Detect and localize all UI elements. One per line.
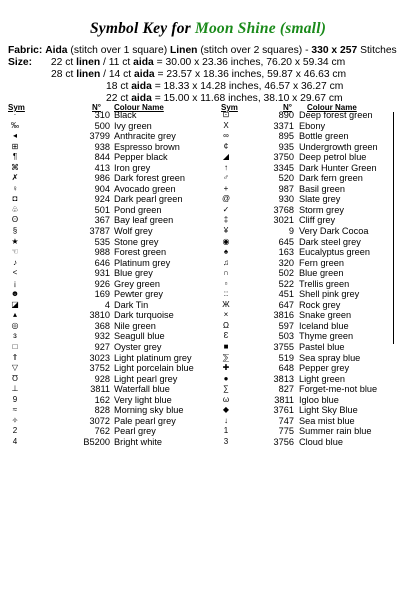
symbol-icon: Ɛ bbox=[223, 331, 229, 341]
colour-name: Bay leaf green bbox=[114, 215, 174, 226]
floss-number: 502 bbox=[278, 268, 294, 279]
symbol-icon: ♠ bbox=[223, 247, 229, 257]
colour-name: Pepper grey bbox=[299, 363, 350, 374]
colour-name: Blue green bbox=[299, 268, 344, 279]
colour-name: Bottle green bbox=[299, 131, 349, 142]
symbol-icon: 3 bbox=[223, 436, 229, 446]
symbol-icon: ◪ bbox=[11, 299, 19, 309]
colour-name: Iceland blue bbox=[299, 320, 349, 331]
header-name: Colour Name bbox=[114, 103, 164, 112]
size-mid: 22 ct bbox=[106, 93, 129, 104]
header-sym: Sym bbox=[8, 103, 25, 112]
legend-row bbox=[8, 395, 208, 406]
fabric-stitches-label: Stitches bbox=[360, 45, 397, 56]
symbol-icon: Ж bbox=[222, 299, 230, 309]
legend-row bbox=[8, 215, 208, 226]
floss-number: 762 bbox=[94, 426, 110, 437]
legend-row bbox=[8, 226, 208, 237]
legend-row bbox=[207, 184, 407, 195]
legend-row bbox=[8, 437, 208, 448]
floss-number: 3768 bbox=[273, 204, 294, 215]
floss-number: 986 bbox=[94, 173, 110, 184]
symbol-icon: ◘ bbox=[12, 194, 18, 204]
colour-name: Dark pearl green bbox=[114, 194, 183, 205]
floss-number: 320 bbox=[278, 257, 294, 268]
legend-row bbox=[8, 110, 208, 121]
symbol-icon: ▽ bbox=[11, 363, 19, 373]
symbol-icon: ω bbox=[222, 394, 230, 404]
colour-name: Summer rain blue bbox=[299, 426, 372, 437]
size-mid: 18 ct bbox=[106, 81, 129, 92]
legend-row bbox=[8, 268, 208, 279]
size-fabric-aida: aida bbox=[131, 81, 152, 92]
symbol-icon: 2 bbox=[12, 426, 18, 436]
colour-name: Fern green bbox=[299, 257, 344, 268]
floss-number: 163 bbox=[278, 247, 294, 258]
legend-row bbox=[207, 247, 407, 258]
legend-row bbox=[8, 121, 208, 132]
colour-name: Thyme green bbox=[299, 331, 354, 342]
floss-number: 931 bbox=[94, 268, 110, 279]
floss-number: 367 bbox=[94, 215, 110, 226]
symbol-icon: ⊞ bbox=[11, 141, 19, 151]
colour-name: Black bbox=[114, 110, 137, 120]
floss-number: 310 bbox=[94, 110, 110, 120]
floss-number: 503 bbox=[278, 331, 294, 342]
floss-number: 928 bbox=[94, 373, 110, 384]
legend-row bbox=[207, 437, 407, 448]
legend-row bbox=[207, 426, 407, 437]
colour-name: Pewter grey bbox=[114, 289, 164, 300]
colour-name: Platinum grey bbox=[114, 257, 171, 268]
legend-row bbox=[207, 215, 407, 226]
size-fabric-aida: aida bbox=[131, 93, 152, 104]
legend-row bbox=[8, 289, 208, 300]
symbol-icon: ♀ bbox=[12, 183, 18, 193]
legend-row bbox=[8, 363, 208, 374]
colour-name: Very Dark Cocoa bbox=[299, 226, 369, 237]
floss-number: 535 bbox=[94, 236, 110, 247]
legend-row bbox=[8, 405, 208, 416]
floss-number: 648 bbox=[278, 363, 294, 374]
symbol-icon: ∩ bbox=[223, 268, 229, 278]
size-fabric-linen: linen bbox=[76, 57, 101, 68]
symbol-icon: ■ bbox=[223, 342, 229, 352]
legend-row bbox=[8, 247, 208, 258]
colour-name: Espresso brown bbox=[114, 141, 180, 152]
floss-number: 413 bbox=[94, 162, 110, 173]
legend-row bbox=[207, 353, 407, 364]
colour-name: Deep forest green bbox=[299, 110, 373, 120]
floss-number: 3816 bbox=[273, 310, 294, 321]
floss-number: 3371 bbox=[273, 120, 294, 131]
legend-column-right bbox=[207, 110, 407, 448]
floss-number: 4 bbox=[104, 299, 110, 310]
floss-number: 890 bbox=[278, 110, 294, 120]
floss-number: 987 bbox=[278, 183, 294, 194]
floss-number: 3021 bbox=[273, 215, 294, 226]
symbol-icon: + bbox=[223, 183, 229, 193]
colour-name: Grey green bbox=[114, 278, 160, 289]
colour-name: Light platinum grey bbox=[114, 352, 192, 363]
legend-row bbox=[8, 237, 208, 248]
colour-name: Dark Tin bbox=[114, 299, 149, 310]
symbol-icon: ¶ bbox=[12, 152, 18, 162]
symbol-icon: ◆ bbox=[222, 405, 230, 415]
floss-number: 827 bbox=[278, 384, 294, 395]
legend-row bbox=[207, 395, 407, 406]
legend-row bbox=[8, 142, 208, 153]
symbol-icon: ♫ bbox=[223, 257, 229, 267]
legend-row bbox=[207, 121, 407, 132]
size-dims: = 15.00 x 11.68 inches, 38.10 x 29.67 cm bbox=[154, 93, 343, 104]
symbol-icon: ¡ bbox=[13, 278, 17, 288]
legend-row bbox=[207, 258, 407, 269]
colour-name: Light pearl grey bbox=[114, 373, 178, 384]
legend-row bbox=[8, 416, 208, 427]
size-fabric-linen: linen bbox=[76, 69, 101, 80]
size-fabric-aida: aida bbox=[133, 57, 154, 68]
legend-row bbox=[8, 205, 208, 216]
symbol-icon: ⅀ bbox=[222, 352, 230, 362]
symbol-icon: 9 bbox=[12, 394, 18, 404]
legend-row bbox=[8, 426, 208, 437]
colour-name: Shell pink grey bbox=[299, 289, 360, 300]
floss-number: 828 bbox=[94, 405, 110, 416]
floss-number: 520 bbox=[278, 173, 294, 184]
symbol-icon: ★ bbox=[11, 236, 19, 246]
symbol-icon: ✓ bbox=[222, 204, 230, 214]
size-fabric-aida: aida bbox=[134, 69, 155, 80]
floss-number: 3811 bbox=[274, 394, 294, 405]
floss-number: 3813 bbox=[273, 373, 294, 384]
legend-row bbox=[8, 331, 208, 342]
colour-name: Dark steel grey bbox=[299, 236, 361, 247]
legend-row bbox=[207, 363, 407, 374]
legend-row bbox=[207, 110, 407, 121]
legend-row bbox=[207, 300, 407, 311]
symbol-icon: ʘ bbox=[11, 215, 19, 225]
floss-number: 3787 bbox=[89, 226, 110, 237]
symbol-icon: ⌘ bbox=[11, 162, 19, 172]
floss-number: 451 bbox=[278, 289, 294, 300]
legend-row bbox=[8, 342, 208, 353]
size-label: Size: bbox=[8, 57, 33, 68]
floss-number: 930 bbox=[278, 194, 294, 205]
header-name: Colour Name bbox=[307, 103, 357, 112]
symbol-icon: □ bbox=[12, 342, 18, 352]
symbol-icon: · bbox=[13, 110, 17, 119]
colour-name: Morning sky blue bbox=[114, 405, 184, 416]
colour-name: Snake green bbox=[299, 310, 352, 321]
size-line-3 bbox=[106, 81, 343, 93]
symbol-icon: ‰ bbox=[11, 120, 19, 130]
legend-row bbox=[207, 173, 407, 184]
colour-name: Ivy green bbox=[114, 120, 152, 131]
legend-row bbox=[207, 194, 407, 205]
symbol-icon: ☜ bbox=[11, 247, 19, 257]
floss-number: 9 bbox=[288, 226, 294, 237]
symbol-icon: ↑ bbox=[224, 162, 228, 172]
legend-row bbox=[8, 184, 208, 195]
floss-number: 645 bbox=[278, 236, 294, 247]
fabric-label: Fabric: bbox=[8, 45, 43, 56]
legend-row bbox=[207, 405, 407, 416]
colour-name: Trellis green bbox=[299, 278, 350, 289]
legend-row bbox=[207, 289, 407, 300]
colour-name: Light Sky Blue bbox=[299, 405, 358, 416]
size-line-1 bbox=[8, 57, 345, 69]
floss-number: 904 bbox=[94, 183, 110, 194]
legend-row bbox=[8, 310, 208, 321]
colour-name: Basil green bbox=[299, 183, 345, 194]
symbol-icon: 1 bbox=[223, 426, 229, 436]
symbol-icon: ∑ bbox=[223, 384, 229, 394]
legend-row bbox=[8, 173, 208, 184]
colour-name: Cliff grey bbox=[299, 215, 336, 226]
colour-name: Igloo blue bbox=[299, 394, 339, 405]
colour-name: Avocado green bbox=[114, 183, 176, 194]
size-mid: / 11 ct bbox=[102, 57, 131, 68]
floss-number: 3799 bbox=[89, 131, 110, 142]
colour-name: Dark forest green bbox=[114, 173, 185, 184]
fabric-linen-note: (stitch over 2 squares) - bbox=[200, 45, 309, 56]
colour-name: Seagull blue bbox=[114, 331, 165, 342]
title-pattern-name: Moon Shine (small) bbox=[194, 20, 327, 37]
symbol-icon: ☻ bbox=[10, 289, 20, 299]
floss-number: 747 bbox=[278, 415, 294, 426]
colour-name: Dark fern green bbox=[299, 173, 363, 184]
legend-row bbox=[207, 416, 407, 427]
symbol-icon: ♧ bbox=[11, 204, 19, 214]
floss-number: 500 bbox=[94, 120, 110, 131]
colour-name: Wolf grey bbox=[114, 226, 153, 237]
floss-number: 3750 bbox=[273, 152, 294, 163]
colour-name: Forget-me-not blue bbox=[299, 384, 378, 395]
symbol-icon: ▫ bbox=[224, 278, 228, 288]
symbol-icon: Ω bbox=[223, 320, 229, 330]
symbol-icon: < bbox=[12, 268, 18, 278]
colour-name: Blue grey bbox=[114, 268, 153, 279]
symbol-icon: ✚ bbox=[222, 363, 230, 373]
colour-name: Pale pearl grey bbox=[114, 415, 176, 426]
colour-name: Bright white bbox=[114, 436, 163, 447]
symbol-icon: § bbox=[12, 226, 18, 236]
legend-row bbox=[8, 279, 208, 290]
symbol-icon: ◎ bbox=[11, 320, 19, 330]
symbol-icon: ↓ bbox=[224, 415, 228, 425]
symbol-icon: ⇑ bbox=[11, 352, 19, 362]
legend-row bbox=[207, 279, 407, 290]
floss-number: 3755 bbox=[273, 342, 294, 353]
symbol-icon: ♪ bbox=[13, 257, 17, 267]
header-sym: Sym bbox=[221, 103, 238, 112]
legend-row bbox=[207, 152, 407, 163]
colour-name: Pond green bbox=[114, 204, 162, 215]
legend-row bbox=[8, 163, 208, 174]
legend-row bbox=[8, 384, 208, 395]
fabric-aida-note: (stitch over 1 square) bbox=[70, 45, 168, 56]
symbol-icon: 4 bbox=[12, 436, 18, 446]
legend-row bbox=[207, 384, 407, 395]
floss-number: 597 bbox=[278, 320, 294, 331]
floss-number: 3810 bbox=[89, 310, 110, 321]
symbol-icon: ♂ bbox=[223, 173, 229, 183]
legend-row bbox=[207, 342, 407, 353]
colour-name: Slate grey bbox=[299, 194, 341, 205]
legend-row bbox=[8, 258, 208, 269]
floss-number: 895 bbox=[278, 131, 294, 142]
colour-name: Eucalyptus green bbox=[299, 247, 370, 258]
colour-name: Deep petrol blue bbox=[299, 152, 367, 163]
floss-number: 988 bbox=[94, 247, 110, 258]
colour-name: Pearl grey bbox=[114, 426, 156, 437]
legend-row bbox=[207, 205, 407, 216]
symbol-icon: ɜ bbox=[13, 331, 17, 341]
colour-name: Stone grey bbox=[114, 236, 159, 247]
legend-row bbox=[207, 321, 407, 332]
symbol-icon: ‡ bbox=[223, 215, 229, 225]
legend-row bbox=[207, 310, 407, 321]
floss-number: 3756 bbox=[273, 436, 294, 447]
legend-row bbox=[207, 374, 407, 385]
size-dims: = 30.00 x 23.36 inches, 76.20 x 59.34 cm bbox=[156, 57, 346, 68]
page-title bbox=[0, 20, 416, 38]
floss-number: 169 bbox=[94, 289, 110, 300]
floss-number: 844 bbox=[94, 152, 110, 163]
colour-name: Light green bbox=[299, 373, 345, 384]
legend-row bbox=[8, 374, 208, 385]
floss-number: 3345 bbox=[273, 162, 294, 173]
floss-number: 368 bbox=[94, 320, 110, 331]
floss-number: 935 bbox=[278, 141, 294, 152]
colour-name: Pastel blue bbox=[299, 342, 345, 353]
floss-number: 647 bbox=[278, 299, 294, 310]
floss-number: 938 bbox=[94, 141, 110, 152]
floss-number: 775 bbox=[278, 426, 294, 437]
floss-number: 926 bbox=[94, 278, 110, 289]
legend-row bbox=[8, 152, 208, 163]
legend-row bbox=[8, 300, 208, 311]
colour-name: Sea spray blue bbox=[299, 352, 361, 363]
floss-number: B5200 bbox=[83, 436, 110, 447]
colour-name: Dark turquoise bbox=[114, 310, 174, 321]
floss-number: 3811 bbox=[90, 384, 110, 395]
colour-name: Iron grey bbox=[114, 162, 151, 173]
size-pre: 28 ct bbox=[51, 69, 74, 80]
size-dims: = 23.57 x 18.36 inches, 59.87 x 46.63 cm bbox=[157, 69, 347, 80]
legend-column-left bbox=[8, 110, 208, 448]
colour-name: Pepper black bbox=[114, 152, 168, 163]
floss-number: 927 bbox=[94, 342, 110, 353]
header-num: N° bbox=[283, 103, 292, 112]
floss-number: 501 bbox=[94, 204, 110, 215]
colour-name: Forest green bbox=[114, 247, 167, 258]
symbol-icon: ¥ bbox=[223, 226, 229, 236]
symbol-icon: @ bbox=[221, 194, 231, 204]
floss-number: 162 bbox=[94, 394, 110, 405]
symbol-icon: X bbox=[223, 120, 229, 130]
floss-number: 522 bbox=[278, 278, 294, 289]
colour-name: Dark Hunter Green bbox=[299, 162, 377, 173]
colour-name: Very light blue bbox=[114, 394, 172, 405]
colour-name: Nile green bbox=[114, 320, 156, 331]
legend-row bbox=[8, 353, 208, 364]
legend-row bbox=[8, 321, 208, 332]
legend-row bbox=[207, 131, 407, 142]
fabric-line bbox=[8, 45, 397, 57]
fabric-linen: Linen bbox=[170, 45, 198, 56]
floss-number: 3072 bbox=[89, 415, 110, 426]
symbol-icon: Ʊ bbox=[12, 373, 18, 383]
header-num: N° bbox=[92, 103, 101, 112]
floss-number: 3023 bbox=[89, 352, 110, 363]
title-prefix: Symbol Key for bbox=[89, 20, 191, 37]
floss-number: 932 bbox=[94, 331, 110, 342]
fabric-aida: Aida bbox=[45, 45, 68, 56]
colour-name: Light porcelain blue bbox=[114, 363, 194, 374]
floss-number: 646 bbox=[94, 257, 110, 268]
size-line-2 bbox=[51, 69, 346, 81]
colour-name: Waterfall blue bbox=[114, 384, 170, 395]
symbol-icon: ● bbox=[223, 373, 229, 383]
symbol-icon: ✗ bbox=[11, 173, 19, 183]
floss-number: 3761 bbox=[273, 405, 294, 416]
colour-name: Sea mist blue bbox=[299, 415, 355, 426]
symbol-icon: ◢ bbox=[222, 152, 230, 162]
colour-name: Rock grey bbox=[299, 299, 341, 310]
symbol-icon: ∞ bbox=[223, 131, 229, 141]
symbol-icon: ⊥ bbox=[11, 384, 19, 394]
symbol-icon: ◂ bbox=[12, 131, 17, 141]
symbol-icon: ◉ bbox=[222, 236, 230, 246]
floss-number: 924 bbox=[94, 194, 110, 205]
symbol-icon: ✧ bbox=[11, 415, 19, 425]
legend-row bbox=[207, 331, 407, 342]
symbol-icon: ¢ bbox=[223, 141, 229, 151]
legend-row bbox=[207, 226, 407, 237]
legend-row bbox=[8, 131, 208, 142]
legend-row bbox=[207, 163, 407, 174]
size-pre: 22 ct bbox=[50, 57, 74, 68]
fabric-stitches: 330 x 257 bbox=[311, 45, 358, 56]
colour-name: Oyster grey bbox=[114, 342, 162, 353]
size-dims: = 18.33 x 14.28 inches, 46.57 x 36.27 cm bbox=[154, 81, 344, 92]
legend-row bbox=[207, 142, 407, 153]
colour-name: Ebony bbox=[299, 120, 326, 131]
symbol-icon: ▴ bbox=[12, 310, 17, 320]
colour-name: Cloud blue bbox=[299, 436, 343, 447]
colour-name: Undergrowth green bbox=[299, 141, 378, 152]
floss-number: 519 bbox=[278, 352, 294, 363]
legend-row bbox=[8, 194, 208, 205]
size-mid: / 14 ct bbox=[103, 69, 132, 80]
colour-name: Anthracite grey bbox=[114, 131, 176, 142]
colour-name: Storm grey bbox=[299, 204, 344, 215]
column-divider bbox=[393, 112, 394, 344]
symbol-icon: × bbox=[223, 310, 229, 320]
symbol-icon: :: bbox=[223, 289, 229, 299]
symbol-icon: ≈ bbox=[12, 405, 18, 415]
legend-row bbox=[207, 268, 407, 279]
legend-row bbox=[207, 237, 407, 248]
floss-number: 3752 bbox=[89, 363, 110, 374]
symbol-icon: ⊡ bbox=[222, 110, 230, 119]
